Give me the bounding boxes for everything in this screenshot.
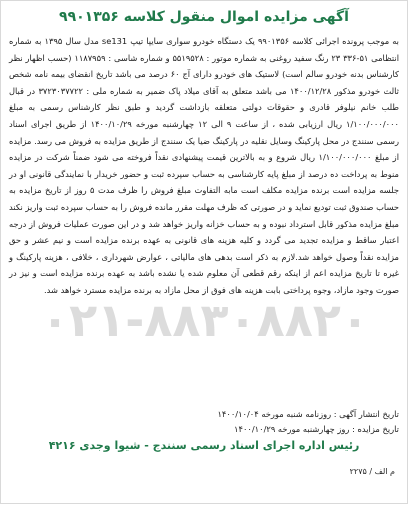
publish-date: تاریخ انتشار آگهی : روزنامه شنبه مورخه ۱۴۰۰/۱۰/۰۴ <box>217 409 399 419</box>
notice-dates <box>217 407 399 437</box>
reference-code: م الف / ۲۲۷۵ <box>349 467 395 476</box>
phone-watermark: ۰۲۱-۸۸۳۰۸۸۲۰ <box>41 293 369 347</box>
signature-line: رئیس اداره اجرای اسناد رسمی سنندج - شیوا وجدی ۴۲۱۶ <box>48 439 360 452</box>
notice-body: به موجب پرونده اجرائی کلاسه ۹۹۰۱۳۵۶ یک دستگاه خودرو سواری سایپا تیپ se131 مدل سال ۱۳۹۵ به شماره انتظامی ۵۱-۳۳۶ ۲۳ رنگ سفید روغنی به شماره موتور : ۵۵۱۹۵۲۸ و شماره شاسی : ۱۱۸۷۹۵۹ (حسب اظهار نظر کارشناس بدنه خودرو سالم است) لاستیک های خودرو دارای آج ۶۰ درصد می باشد تاریخ انقضای بیمه نامه شخص ثالث خودرو مذکور ۱۴۰۰/۱۲/۲۸ می باشد متعلق به آقای میلاد پاک ضمیر به شماره ملی : ۳۷۲۳۰۳۷۷۲۲ در قبال طلب خانم نیلوفر قادری و حقوقات دولتی متعلقه بازداشت گردید و طبق نظر کارشناس رسمی به مبلغ ۱/۱۰۰/۰۰۰/۰۰۰ ریال ارزیابی شده ، از ساعت ۹ الی ۱۲ چهارشنبه مورخه ۱۴۰۰/۱۰/۲۹ از طریق اجرای اسناد رسمی سنندج در محل پارکینگ وسایل نقلیه در پارکینگ ضیا یک سنندج از طریق مزایده به فروش می رسد. مزایده از مبلغ ۱/۱۰۰/۰۰۰/۰۰۰ ریال شروع و به بالاترین قیمت پیشنهادی نقداً فروخته می شود ضمناً شرکت در مزایده منوط به پرداخت ده درصد از مبلغ پایه کارشناسی به حساب سپرده ثبت و حضور خریدار با نمایندگی قانونی او در جلسه مزایده است برنده مزایده مکلف است مابه التفاوت مبلغ فروش را ظرف مدت ۵ روز از تاریخ مزایده به حساب صندوق ثبت تودیع نماید و در صورتی که ظرف مهلت مقرر مانده فروش را به حساب سپرده ثبت واریز نکند مبلغ مزایده مذکور قابل استرداد نبوده و به حساب خزانه واریز خواهد شد و در این صورت عملیات فروش از درجه اعتبار ساقط و مزایده تجدید می گردد و کلیه هزینه های قانونی به عهده برنده مزایده است و نیم عشر و حق مزایده نقداً وصول خواهد شد.لازم به ذکر است بدهی های مالیاتی ، عوارض شهرداری ، خلافی ، هزینه پارکینگ و غیره تا تاریخ مزایده اعم از اینکه رقم قطعی آن معلوم شده یا نشده باشد به عهده برنده مزایده است و نیز در صورت وجود مازاد، وجوه پرداختی بابت هزینه های فوق از محل مازاد به برنده مزایده مسترد خواهد شد. <box>9 36 399 295</box>
auction-date: تاریخ مزایده : روز چهارشنبه مورخه ۱۴۰۰/۱۰/۲۹ <box>234 424 399 434</box>
notice-title: آگهی مزایده اموال منقول کلاسه ۹۹۰۱۳۵۶ <box>59 9 349 25</box>
